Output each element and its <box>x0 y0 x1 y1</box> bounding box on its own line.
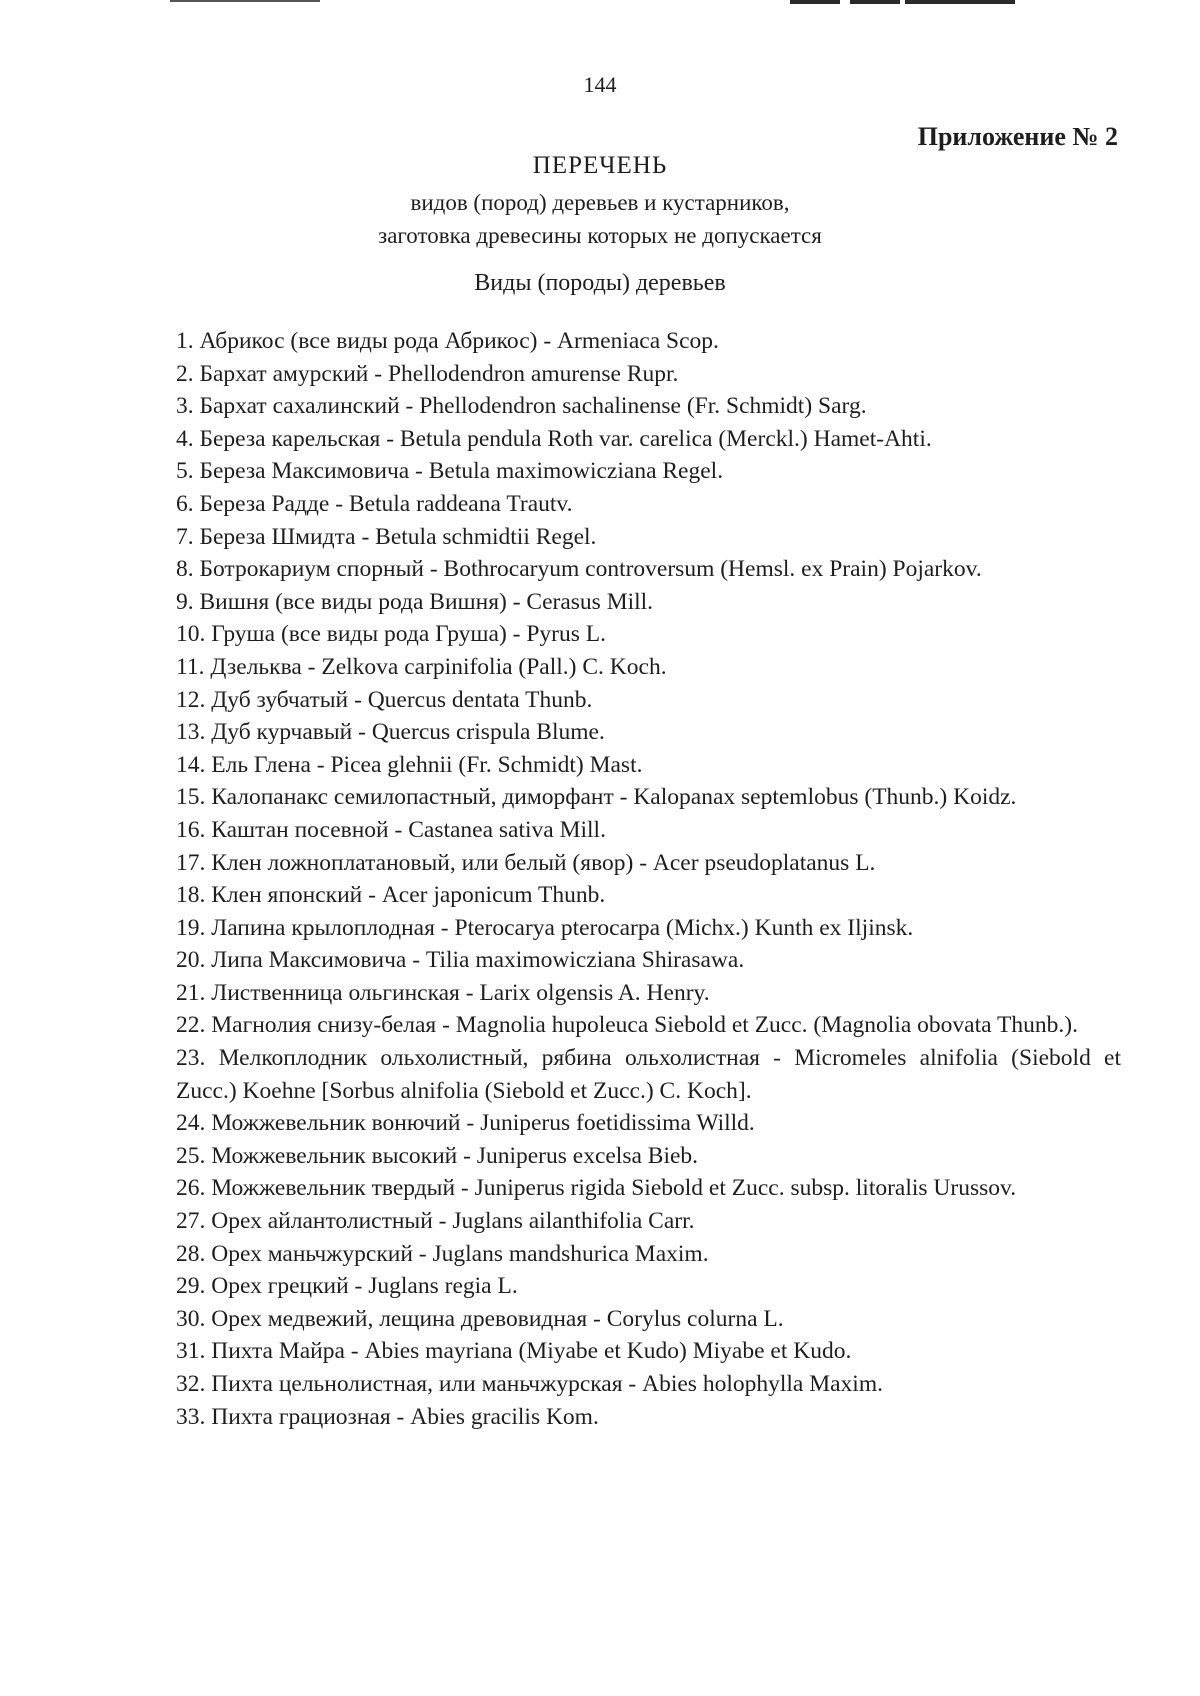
scan-artifact-mark <box>850 0 900 4</box>
list-item: 21. Лиственница ольгинская - Larix olgensis A. Henry. <box>176 979 710 1006</box>
list-item: 26. Можжевельник твердый - Juniperus rigida Siebold et Zucc. subsp. litoralis Urussov. <box>176 1175 1017 1202</box>
list-item: 31. Пихта Майра - Abies mayriana (Miyabe et Kudo) Miyabe et Kudo. <box>176 1338 852 1365</box>
list-item: 24. Можжевельник вонючий - Juniperus foetidissima Willd. <box>176 1110 755 1137</box>
list-item: 5. Береза Максимовича - Betula maximowicziana Regel. <box>176 458 724 485</box>
list-item: 9. Вишня (все виды рода Вишня) - Cerasus Mill. <box>176 588 654 615</box>
list-item: 11. Дзельква - Zelkova carpinifolia (Pall.) C. Koch. <box>176 653 667 680</box>
list-item: 20. Липа Максимовича - Tilia maximowicziana Shirasawa. <box>176 947 745 974</box>
subtitle-line: заготовка древесины которых не допускается <box>378 223 822 248</box>
page-number: 144 <box>583 72 617 97</box>
list-item: 23. Мелкоплодник ольхолистный, рябина ольхолистная - Micromeles alnifolia (Siebold et Zucc.) Koehne [Sorbus alnifolia (Siebold et Zucc.) C. Koch]. <box>176 1045 1121 1104</box>
subtitle-line: видов (пород) деревьев и кустарников, <box>410 190 790 215</box>
list-item: 10. Груша (все виды рода Груша) - Pyrus L. <box>176 621 606 648</box>
list-item: 18. Клен японский - Acer japonicum Thunb. <box>176 882 606 909</box>
list-item: 15. Калопанакс семилопастный, диморфант - Kalopanax septemlobus (Thunb.) Koidz. <box>176 784 1017 811</box>
section-heading: Виды (породы) деревьев <box>474 270 726 296</box>
list-item: 4. Береза карельская - Betula pendula Roth var. carelica (Merckl.) Hamet-Ahti. <box>176 425 932 452</box>
scan-artifact-mark <box>790 0 840 4</box>
list-item: 2. Бархат амурский - Phellodendron amurense Rupr. <box>176 360 679 387</box>
list-item: 12. Дуб зубчатый - Quercus dentata Thunb. <box>176 686 593 713</box>
list-item: 13. Дуб курчавый - Quercus crispula Blume. <box>176 719 605 746</box>
list-item: 3. Бархат сахалинский - Phellodendron sachalinense (Fr. Schmidt) Sarg. <box>176 393 867 420</box>
list-item: 28. Орех маньчжурский - Juglans mandshurica Maxim. <box>176 1240 709 1267</box>
list-item: 7. Береза Шмидта - Betula schmidtii Regel. <box>176 523 597 550</box>
list-item: 6. Береза Радде - Betula raddeana Trautv. <box>176 490 573 517</box>
list-item: 16. Каштан посевной - Castanea sativa Mill. <box>176 816 606 843</box>
list-item: 33. Пихта грациозная - Abies gracilis Kom. <box>176 1403 599 1430</box>
document-subtitle <box>0 186 1200 252</box>
species-list <box>176 325 1121 1433</box>
list-item: 14. Ель Глена - Picea glehnii (Fr. Schmidt) Mast. <box>176 751 643 778</box>
appendix-label: Приложение № 2 <box>917 122 1118 151</box>
document-title: ПЕРЕЧЕНЬ <box>532 152 668 179</box>
list-item: 30. Орех медвежий, лещина древовидная - Corylus colurna L. <box>176 1305 784 1332</box>
list-item: 27. Орех айлантолистный - Juglans ailanthifolia Carr. <box>176 1208 695 1235</box>
scan-artifact-mark <box>170 0 320 2</box>
list-item: 19. Лапина крылоплодная - Pterocarya pterocarpa (Michx.) Kunth ex Iljinsk. <box>176 914 914 941</box>
list-item: 32. Пихта цельнолистная, или маньчжурская - Abies holophylla Maxim. <box>176 1371 883 1397</box>
list-item: 25. Можжевельник высокий - Juniperus excelsa Bieb. <box>176 1142 699 1169</box>
scan-artifact-mark <box>905 0 1015 4</box>
list-item: 1. Абрикос (все виды рода Абрикос) - Armeniaca Scop. <box>176 328 719 354</box>
list-item: 8. Ботрокариум спорный - Bothrocaryum controversum (Hemsl. ex Prain) Pojarkov. <box>176 556 982 583</box>
list-item: 22. Магнолия снизу-белая - Magnolia hupoleuca Siebold et Zucc. (Magnolia obovata Thunb.). <box>176 1012 1078 1039</box>
list-item: 29. Орех грецкий - Juglans regia L. <box>176 1273 518 1300</box>
list-item: 17. Клен ложноплатановый, или белый (явор) - Acer pseudoplatanus L. <box>176 849 876 876</box>
